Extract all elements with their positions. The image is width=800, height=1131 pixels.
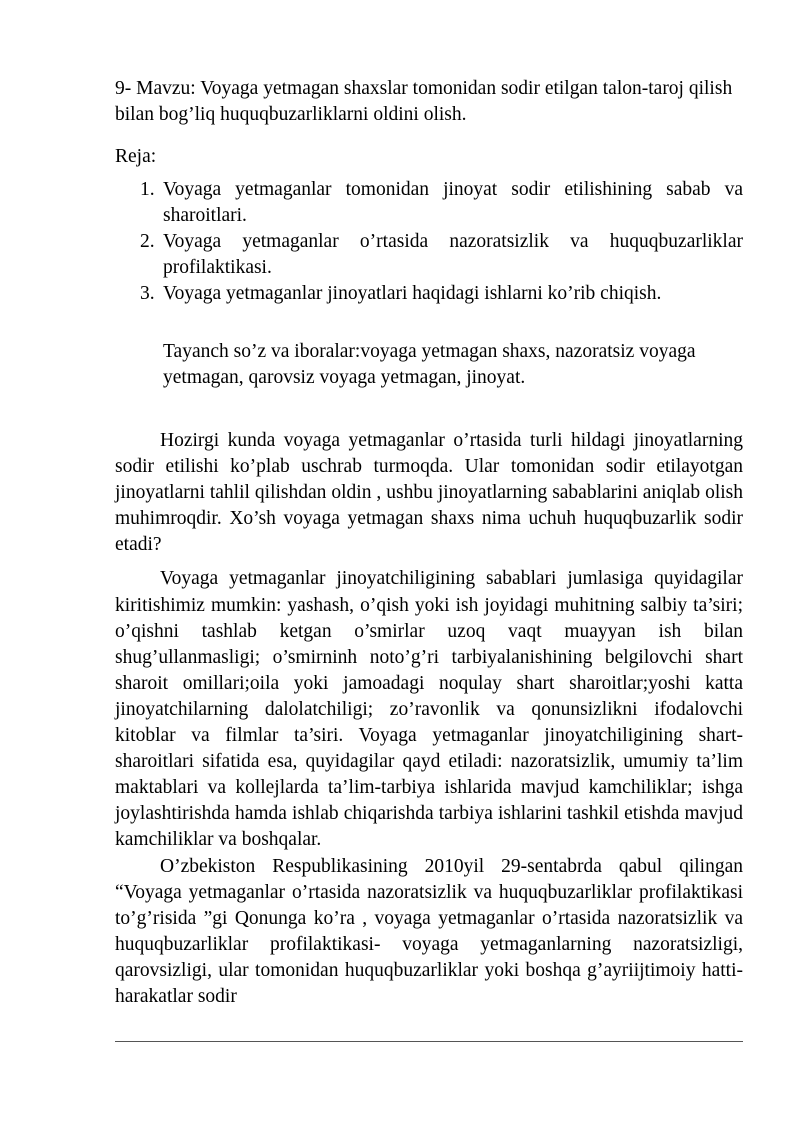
plan-item: [115, 229, 743, 281]
plan-item-text: Voyaga yetmaganlar jinoyatlari haqidagi ishlarni ko’rib chiqish.: [163, 283, 662, 304]
plan-item-number: 3.: [140, 283, 155, 304]
body-paragraph: Hozirgi kunda voyaga yetmaganlar o’rtasida turli hildagi jinoyatlarning sodir etilishi ko’plab uschrab turmoqda. Ular tomonidan sodir etilayotgan jinoyatlarni tahlil qilishdan oldin , ushbu jinoyatlarning sabablarini aniqlab olish muhimroqdir. Xo’sh voyaga yetmagan shaxs nima uchuh huquqbuzarlik sodir etadi?: [115, 430, 743, 556]
plan-item-text: Voyaga yetmaganlar tomonidan jinoyat sodir etilishining sabab va sharoitlari.: [163, 179, 743, 226]
body-text: [115, 428, 743, 1010]
plan-item-number: 1.: [140, 179, 155, 200]
plan-item: [115, 281, 743, 307]
body-paragraph: Voyaga yetmaganlar jinoyatchiligining sabablari jumlasiga quyidagilar kiritishimiz mumkin: yashash, o’qish yoki ish joyidagi muhitning salbiy ta’siri; o’qishni tashlab ketgan o’smirlar uzoq vaqt muayyan ish bilan shug’ullanmasligi; o’smirninh noto’g’ri tarbiyalanishining belgilovchi shart sharoit omillari;oila yoki jamoadagi noqulay shart sharoitlar;yoshi katta jinoyatchilarning dalolatchiligi; zo’ravonlik va qonunsizlikni ifodalovchi kitoblar va filmlar ta’siri. Voyaga yetmaganlar jinoyatchiligining shart-sharoitlari sifatida esa, quyidagilar qayd etiladi: nazoratsizlik, umumiy ta’lim maktablari va kollejlarda ta’lim-tarbiya ishlarida mavjud kamchiliklar; ishga joylashtirishda hamda ishlab chiqarishda tarbiya ishlarini tashkil etishda mavjud kamchiliklar va boshqalar.: [115, 568, 743, 851]
plan-heading: Reja:: [115, 146, 157, 167]
page-bottom-rule: [115, 1041, 743, 1042]
plan-list: [115, 177, 743, 307]
plan-item-text: Voyaga yetmaganlar o’rtasida nazoratsizlik va huquqbuzarliklar profilaktikasi.: [163, 231, 743, 278]
topic-title: 9- Mavzu: Voyaga yetmagan shaxslar tomonidan sodir etilgan talon-taroj qilish bilan bog’liq huquqbuzarliklarni oldini olish.: [115, 78, 733, 125]
keywords-paragraph: Tayanch so’z va iboralar:voyaga yetmagan shaxs, nazoratsiz voyaga yetmagan, qarovsiz voyaga yetmagan, jinoyat.: [163, 341, 696, 388]
body-paragraph: O’zbekiston Respublikasining 2010yil 29-sentabrda qabul qilingan “Voyaga yetmaganlar o’rtasida nazoratsizlik va huquqbuzarliklar profilaktikasi to’g’risida ”gi Qonunga ko’ra , voyaga yetmaganlar o’rtasida nazoratsizlik va huquqbuzarliklar profilaktikasi- voyaga yetmaganlarning nazoratsizligi, qarovsizligi, ular tomonidan huquqbuzarliklar yoki boshqa g’ayriijtimoiy hatti-harakatlar sodir: [115, 855, 743, 1007]
plan-item: [115, 177, 743, 229]
plan-item-number: 2.: [140, 231, 155, 252]
